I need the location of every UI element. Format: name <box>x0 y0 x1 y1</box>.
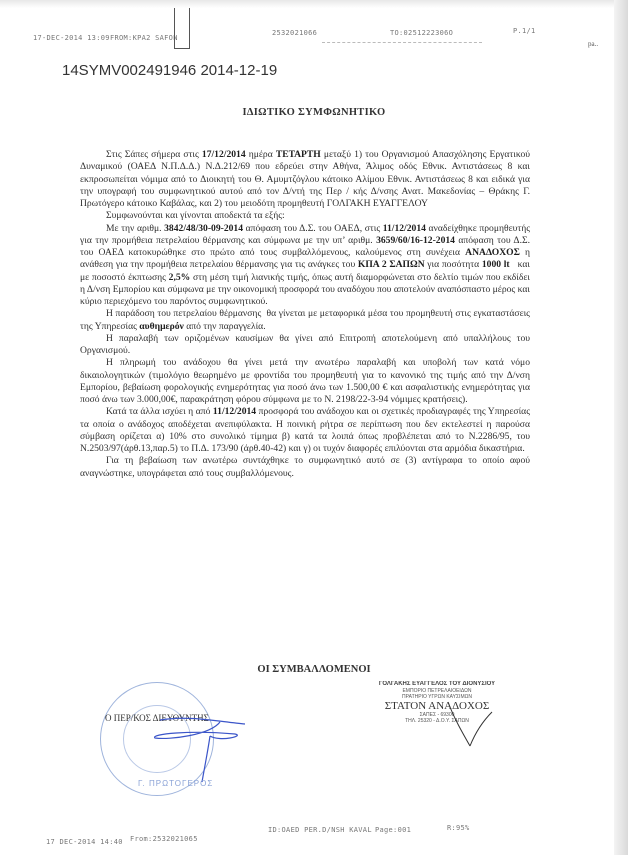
document-id: 14SYMV002491946 2014-12-19 <box>62 62 278 79</box>
stamp-line-large: ΣΤΑΤΟΝ ΑΝΑΔΟΧΟΣ <box>384 699 490 712</box>
fax-header-dots <box>322 42 482 44</box>
text: Με την αριθμ. <box>106 222 165 234</box>
fax-footer-id: ID:OAED PER.D/NSH KAVAL <box>268 826 372 834</box>
contractor-stamp <box>344 681 530 725</box>
text: από την παραγγελία. <box>183 320 266 332</box>
text: ημέρα <box>245 149 276 160</box>
director-signature <box>150 710 260 785</box>
stamp-line: ΠΡΑΤΗΡΙΟ ΥΓΡΩΝ ΚΑΥΣΙΜΩΝ <box>402 694 472 700</box>
scan-edge-top <box>0 0 628 8</box>
document-body <box>80 149 533 480</box>
paragraph-receipt: Η παραλαβή των οριζομένων καυσίμων θα γίνει από Επιτροπή αποτελούμενη από υπαλλήλους του Οργανισμού. <box>80 332 530 356</box>
text: η ανάθεση για την προμήθεια πετρελαίου θέρμανσης για τις ανάγκες του <box>80 247 530 271</box>
director-stamp-name: Γ. ΠΡΩΤΟΓΕΡΟΣ <box>138 779 214 788</box>
text: προσφορά του ανάδοχου και οι σχετικές προδιαγραφές της Υπηρεσίας τα οποία ο ανάδοχος αποδέχεται ανεπιφύλακτα. Η ποινική ρήτρα σε περίπτωση που δεν εκτελεστεί η παρούσα σύμβαση ορίζεται α) 10% στο συνολικό τίμημα β) κατά τα λοιπά όπως προβλέπεται από το Ν.2286/95, του Ν.2503/97(άρθ.13,παρ.5) το Π.Δ. 173/90 (άρθ.40-42) και γ) οι τυχόν διαφορές επιλύονται στα αρμόδια δικαστήρια. <box>80 406 530 454</box>
contractor-signature <box>440 700 500 750</box>
date-bold: 17/12/2014 <box>201 149 246 160</box>
text: απόφαση του Δ.Σ. του ΟΑΕΔ, στις <box>243 222 383 234</box>
text: Η παράδοση του πετρελαίου θέρμανσης θα γίνεται με μεταφορικά μέσα του προμηθευτή στις εγκαταστάσεις της Υπηρεσίας <box>80 308 533 332</box>
stamp-line: ΕΜΠΟΡΙΟ ΠΕΤΡΕΛΑΙΟΕΙΔΩΝ <box>402 687 472 694</box>
text: και με ποσοστό έκπτωσης <box>80 259 533 283</box>
decision-number: 3659/60/16-12-2014 <box>376 234 455 246</box>
fax-footer-page: Page:001 <box>375 826 412 834</box>
corner-note: pa.. <box>588 40 599 48</box>
fax-footer-from: From:2532021065 <box>130 835 198 843</box>
fax-header-datetime: 17-DEC-2014 13:09 <box>33 34 110 42</box>
date-bold: 11/12/2014 <box>382 222 426 234</box>
fax-header-page: P.1/1 <box>513 27 536 35</box>
text: στη μέση τιμή λιανικής τιμής, όπως αυτή διαμορφώνεται στο δελτίο τιμών που εκδίδει η Δ/νση Εμπορίου και σύμφωνα με την οικονομική προσφορά του αναδόχου που αποτελούν αναπόσπαστο μέρος και κύριο περιεχόμενο του παρόντος συμφωνητικού. <box>80 271 530 307</box>
fax-footer-datetime: 17 DEC-2014 14:40 <box>46 838 123 846</box>
paragraph-agreed: Συμφωνούνται και γίνονται αποδεκτά τα εξής: <box>106 210 285 222</box>
quantity: 1000 lt <box>481 259 510 271</box>
text: Στις Σάπες σήμερα στις <box>106 149 202 160</box>
text: μεταξύ 1) του Οργανισμού Απασχόλησης Εργατικού Δυναμικού (ΟΑΕΔ Ν.Π.Δ.Δ.) Ν.Δ.212/69 που εδρεύει στην Αθήνα, Άλιμος οδός Εθνικ. Αντιστάσεως 8 και εκπροσωπείται νόμιμα από το Διοικητή του Θ. Αμυμτζόγλου κάτοικο Αλίμου Εθνικ. Αντιστάσεως 8 και ειδικά για την υπογραφή του συμφωνητικού αυτού από τον Δ/ντή της Περ / κής Δ/νσης Ανατ. Μακεδονίας – Θράκης Γ. Πρωτόγερο κάτοικο Καβάλας, και 2) του μειοδότη προμηθευτή ΓΟΛΓΑΚΗ ΕΥΑΓΓΕΛΟΥ <box>80 149 530 209</box>
contractor-label: ΑΝΑΔΟΧΟΣ <box>465 247 520 258</box>
paragraph-delivery <box>80 308 533 333</box>
parties-heading: ΟΙ ΣΥΜΒΑΛΛΟΜΕΝΟΙ <box>257 664 371 675</box>
text: για ποσότητα <box>424 259 482 271</box>
office-name: ΚΠΑ 2 ΣΑΠΩΝ <box>357 259 425 271</box>
director-role: Ο ΠΕΡ/ΚΟΣ ΔΙΕΥΘΥΝΤΗΣ <box>105 713 209 723</box>
text: Κατά τα άλλα ισχύει η από <box>106 406 213 418</box>
fax-header-to: TO:0251222306O <box>390 29 454 37</box>
weekday-bold: ΤΕΤΑΡΤΗ <box>275 149 321 160</box>
stamp-line: ΤΗΛ. 25320 - Δ.Ο.Υ. ΣΑΠΩΝ <box>405 718 469 724</box>
fax-header-from: FROM:KPA2 SAFON <box>110 34 178 42</box>
staple-mark <box>174 8 190 49</box>
paragraph-terms <box>80 406 530 455</box>
document-title: ΙΔΙΩΤΙΚΟ ΣΥΜΦΩΝΗΤΙΚΟ <box>242 107 386 118</box>
same-day-bold: αυθημερόν <box>139 320 184 332</box>
decision-number: 3842/48/30-09-2014 <box>164 222 244 234</box>
paragraph-decision <box>80 222 533 309</box>
fax-footer-resolution: R:95% <box>447 824 470 832</box>
paragraph-intro <box>80 149 530 210</box>
stamp-line: ΣΑΠΕΣ - 69300 <box>419 711 455 718</box>
date-bold: 11/12/2014 <box>212 406 257 418</box>
discount: 2,5% <box>168 271 191 283</box>
scan-edge-right <box>614 0 628 855</box>
fax-header-number: 2532021066 <box>272 29 318 37</box>
paragraph-confirmation: Για τη βεβαίωση των ανωτέρω συντάχθηκε το συμφωνητικό αυτό σε (3) αντίγραφα το οποίο αφού αναγνώστηκε, υπογράφεται από τους συμβαλλόμενους. <box>80 455 530 479</box>
text: αναδείχθηκε προμηθευτής για την προμήθεια πετρελαίου θέρμανσης και σύμφωνα με την υπ’ αριθμ. <box>80 222 531 246</box>
text: απόφαση του Δ.Σ. του ΟΑΕΔ κατοκυρώθηκε στο πρώτο από τους συμβαλλόμενους, καλούμενος στη συνέχεια <box>80 234 530 258</box>
paragraph-payment: Η πληρωμή του ανάδοχου θα γίνει μετά την ανωτέρω παραλαβή και υποβολή των κατά νόμο δικαιολογητικών (τιμολόγιο θεωρημένο με φροντίδα του προμηθευτή για το κανονικό της τιμής από την Δ/νση Εμπορίου, βεβαίωση φορολογικής ενημερότητας για ποσό άνω των 1.500,00 € και ασφαλιστικής ενημερότητας για ποσό άνω των 3.000,00€, παρακράτηση φόρου σύμφωνα με το Ν. 2198/22-3-94 νόμιμες κρατήσεις). <box>80 357 530 405</box>
stamp-line: ΓΟΛΓΑΚΗΣ ΕΥΑΓΓΕΛΟΣ ΤΟΥ ΔΙΟΝΥΣΙΟΥ <box>378 681 496 687</box>
